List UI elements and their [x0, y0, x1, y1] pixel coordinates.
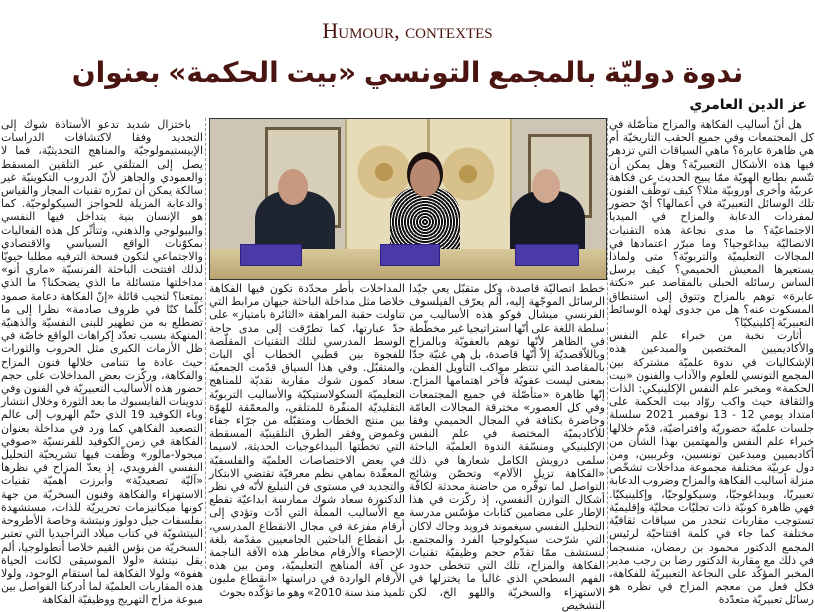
article-column-3 [209, 282, 405, 599]
name-plate [515, 244, 579, 266]
article-column-4 [1, 118, 203, 607]
column-divider [205, 118, 206, 569]
article-body [0, 118, 815, 612]
paragraph: المداخلات بأطر محدّدة تكون فيها الفكاهة خلاصا مثل مداخلة الباحثة جيهان مرابط التي تناولت حقبة المراهقة «الثائرة بامتياز» على حدّ عبارتها، كما تطرّقت إلى مدى حاجة الوسط المدرسي لتلك التقنيات المقلّصة للفجوة بين قطبي الخطاب أي الباث والمتقبّل. وفي هذا السياق قدّمت الجمعيّة سعاد كمون شوك مقاربة نقديّة للمناهج التعليميّة السكولاستيكيّة والأساليب التربويّة التقليديّة المنفّرة للمتلقي، والمعمّقة للهوّة بين منتج الخطاب ومتقبّله من جرّاء جفاء وغموض وفقر الطرق التلقينيّة المسقطة التي تخطّتها البيداغوجيات الحديثة، لاسيما في بعض الاختصاصات العلميّة والفلسفيّة المعقّدة بماهي نظم معرفيّة تقتضي الابتكار والتجديد في مستوى فن التبليغ لأنّه في نظر الدكتورة سعاد شوك ممارسة ابداعيّة تقطع مع الأساليب المملّة التي أدّت وتؤدي إلى أرقام مفزعة في مجال الانقطاع المدرسي، بل انقطاع الباحثين الجامعيين مقدّمة بلغة الإحصاء والأرقام مخاطر هذه الآفة الناجمة عن آفة المناهج التعليميّة، ومن بين هذه الأرقام الواردة في دراستها «انقطاع مليون تلميذ منذ سنة 2010» وهو ما تؤكّده بحوث [209, 282, 405, 599]
headline-french: Humour, contextes [322, 18, 493, 43]
name-plate [240, 244, 302, 266]
article-column-2 [409, 282, 605, 612]
paragraph: أثارت نخبة من خبراء علم النفس والأكاديميين المختصين والمبدعين هذه الإشكاليات في ندوة علميّة مشتركة بين المجمع التونسي للعلوم والآداب والفنون «بيت الحكمة» ومخبر علم النفس الإكلينيكي: الذات والثقافة حيث واكب روّاد بيت الحكمة على امتداد يومي 12 - 13 نوفمبر 2021 سلسلة جلسات علميّة حضوريّة وافتراضيّة، قدّم خلالها خبراء علم النفس والمهتمين بهذا الشأن من أكاديميين ومبدعين تونسيين، وغربيين، ومن دول عربيّة مختلفة مجموعة مداخلات تشخّص منزلة أساليب الفكاهة والمزاح وضروب الدعابة تعبيريّا، وبيداغوجيّا، وسيكولوجيّا، وإكلينيكيّا. فهي ظاهرة كونيّة ذات تجليّات محليّة وإقليميّة تستوجب مقاربات تنحدر من سياقات ثقافيّة مختلفة كما جاء في كلمة افتتاحيّة لرئيس المجمع الدكتور محمود بن رمضان، منسجما في ذلك مع مقاربة الدكتور رضا بن رجب مدير المخبر المؤكّد على النجاعة التعبيريّة للفكاهة، فكل فعل من معجم المزاح في نظره هو رسائل تعبيريّة متعدّدة [609, 329, 814, 607]
name-plate [380, 244, 440, 266]
panel-photo [209, 118, 607, 280]
column-divider [607, 118, 608, 569]
article-header [0, 0, 815, 114]
headline [8, 10, 807, 94]
paragraph: هل أنّ أساليب الفكاهة والمزاح متأصّلة في كل المجتمعات وفي جميع الحقب التاريخيّة أم هي ظاهرة عابرة؟ ماهي السياقات التي تزدهر فيها هذه الأشكال التعبيريّة؟ وهل يمكن أن تتّسم بطابع الهويّة ممّا يبيح الحديث عن فكاهة عربيّة وأخرى أوروبيّة مثلا؟ كيف توظّف الفنون تلك الوسائل التعبيريّة في أعمالها؟ أيّ حضور لمفردات الدعابة والمزاح في الميديا الاجتماعيّة؟ ما مدى نجاعة هذه التقنيات الاتصاليّة بيداغوجيا؟ وما مبرّر اعتمادها في المجالات التعليميّة والتربويّة؟ متى ولماذا يستعيرها المعيش الحميمي؟ كيف يرسل الساس رسائله الحبلى بالمقاصد عبر «نكتة عابرة» توهم بالمزاح وتتوق إلى استنطاق المسكوت عنه؟ هل من جدوى لهذه الوسائط التعبيريّة إكلينيكيّا؟ [609, 118, 814, 330]
headline-arabic: ندوة دوليّة بالمجمع التونسي «بيت الحكمة» بعنوان [71, 56, 744, 89]
author-byline: عز الدين العامري [689, 97, 807, 113]
paragraph: باختزال شديد تدعو الأستاذة شوك إلى التجديد وفقا لاكتشافات الدراسات الإبيستيمولوجيّة والمناهج التحديثيّة، فما لا يصل إلى المتلقي عبر التلقين المسقط والعمودي والجاهز لأنّ الدروب التكوينيّة غير سالكة يمكن أن تمرّره تقنيات المجاز والقياس والدعابة المزيلة للحواجز السيكولوجيّة. كما هو الإنسان بنية يتداخل فيها النفسي والبيولوجي والذهني، وتتأثّر كل هذه الفعاليات بمكوّنات الواقع السياسي والاقتصادي والاجتماعي لتكون فسحة الترفيه مطلبا حيويّا لذلك افتتحت الباحثة الفرنسيّة «ماري أنو» مداخلتها متسائلة ما الذي يضحكنا؟ ما الذي يمتعنا؟ لتجيب قائلة «إنّ الفكاهة دعامة صمود كلّما كنّا في ظروف صادمة» نظرا إلى ما تضطلع به من تطهير للبنى النفسيّة والذهنيّة المنهكة بسبب تعدّد إكراهات الواقع خاصّة في ظل الأزمات الكبرى مثل الحروب والثورات حيث عادة ما تتنامى خلالها فنون المزاح والفكاهة، وركّزت بعض المداخلات على حجم حضور هذه الأساليب التعبيريّة في الفنون وفي تدوينات الفايسبوك ما بعد الثورة وخلال انتشار وباء الكوفيد 19 الذي حتّم الهروب إلى عالم التصعيد الفكاهي كما ورد في مداخلة بعنوان الفكاهة في زمن الكوفيد للفرنسيّة «صوفي ميجولا-مالور» وظّفت فيها تشريحيّة التحليل النفسي الفرويدي، إذ يعدّ المزاح في نظرها «آليّة تصعيديّة» وأبرزت أهميّة تقنيات الاستهزاء والفكاهة وفنون السخريّة من جهة كونها ميكانيزمات تحريريّة للذات، مستشهدة بفلسفات جيل دولوز ونيتشة وخاصة الأطروحة النيتشويّة في كتاب ميلاد التراجيديا التي تعتبر السخريّة من بؤس القيم خلاصا أنطولوجيا، ألم يقل نيتشة «لولا الموسيقى لكانت الحياة هفوة» ولولا الفكاهة لما استقام الوجود، ولولا هذه المقاربات العلميّة لما أدركنا الفواصل بين ميوعة مزاح التهريج ووظيفيّة الفكاهة [1, 118, 203, 607]
paragraph: خطط اتصاليّة قاصدة، وكل متقبّل يعي جيّدا الرسائل الموجّهة إليه، ألم يعرّف الفيلسوف الفرنسي ميشال فوكو هذه الأساليب من سلطة اللغة على أنّها استراتيجيا غير مخطّطة في الظاهر لأنّها توهم بالعفويّة وبالمزاح وباللاّقصديّة إلاّ أنّها قاصدة، بل هي غنيّة جدّا بالمقاصد التي تنتظر مواكب التأويل الفطن، بمعنى ليست عفويّة فآخر اهتمامها المزاح. إنّها ظاهرة «متأصّلة في جميع المجتمعات وفي كل العصور» مخترقة المجالات العامّة وحاضرة بكثافة في المجال الحميمي وفقا للأكاديميّة المختصة في علم النفس الإكلينيكي ومنسّقة الندوة العلميّة الباحثة سلمى درويش الكامل شعارها في ذلك «الفكاهة تزيل الآلام» وتحصّن وشائج التواصل لما توفّره من حاضنة محدثة لكافّة أشكال التوازن النفسي، إذ ركّزت في هذا الإطار على مضامين كتابات مؤسّس مدرسة التحليل النفسي سيغموند فرويد وجاك لاكان التي شرّحت سيكولوجيا الفرد والمجتمع. لنستشف ممّا تقدّم حجم وظيفيّة تقنيات الفكاهة والمزاح، تلك التي تتخطى حدود الفهم السطحي الذي غالبا ما يختزلها في الاستهزاء والسخريّة واللهو الخ، لكن التشخيص [409, 282, 605, 612]
article-column-1 [609, 118, 814, 607]
